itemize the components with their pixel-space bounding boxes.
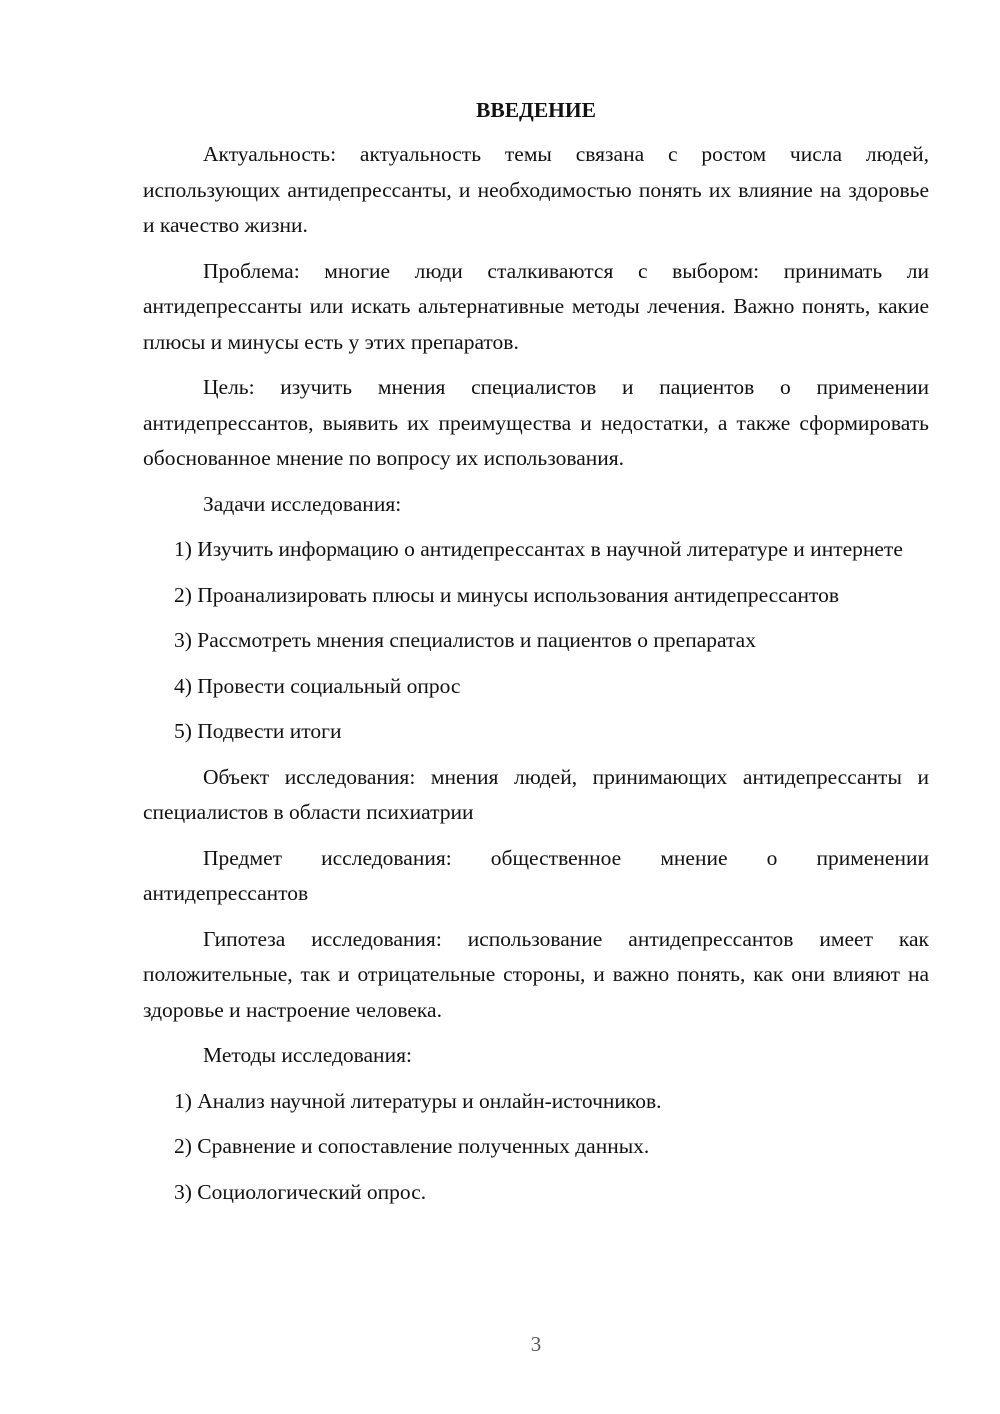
task-item-1: 1) Изучить информацию о антидепрессантах в научной литературе и интернете <box>174 537 903 561</box>
relevance-paragraph: Актуальность: актуальность темы связана с ростом числа людей, использующих антидепрессанты, и необходимостью понять их влияние на здоровье и качество жизни. <box>143 142 929 237</box>
method-item-3: 3) Социологический опрос. <box>174 1179 427 1204</box>
problem-paragraph: Проблема: многие люди сталкиваются с выбором: принимать ли антидепрессанты или искать альтернативные методы лечения. Важно понять, какие плюсы и минусы есть у этих препаратов. <box>143 258 929 354</box>
methods-heading: Методы исследования: <box>203 1043 412 1067</box>
object-paragraph: Объект исследования: мнения людей, принимающих антидепрессанты и специалистов в области психиатрии <box>143 764 929 824</box>
section-title: ВВЕДЕНИЕ <box>476 98 596 122</box>
task-item-2: 2) Проанализировать плюсы и минусы использования антидепрессантов <box>174 582 840 607</box>
subject-paragraph: Предмет исследования: общественное мнение о применении антидепрессантов <box>143 845 929 905</box>
page-content <box>143 93 929 1220</box>
goal-paragraph: Цель: изучить мнения специалистов и пациентов о применении антидепрессантов, выявить их преимущества и недостатки, а также сформировать обоснованное мнение по вопросу их использования. <box>143 375 929 470</box>
task-item-5: 5) Подвести итоги <box>174 719 342 743</box>
task-item-3: 3) Рассмотреть мнения специалистов и пациентов о препаратах <box>174 628 756 652</box>
page-number: 3 <box>530 1332 542 1356</box>
hypothesis-paragraph: Гипотеза исследования: использование антидепрессантов имеет как положительные, так и отрицательные стороны, и важно понять, как они влияют на здоровье и настроение человека. <box>143 926 929 1022</box>
task-item-4: 4) Провести социальный опрос <box>174 673 461 698</box>
method-item-2: 2) Сравнение и сопоставление полученных данных. <box>174 1134 650 1158</box>
tasks-heading: Задачи исследования: <box>203 491 402 516</box>
method-item-1: 1) Анализ научной литературы и онлайн-источников. <box>174 1088 662 1113</box>
